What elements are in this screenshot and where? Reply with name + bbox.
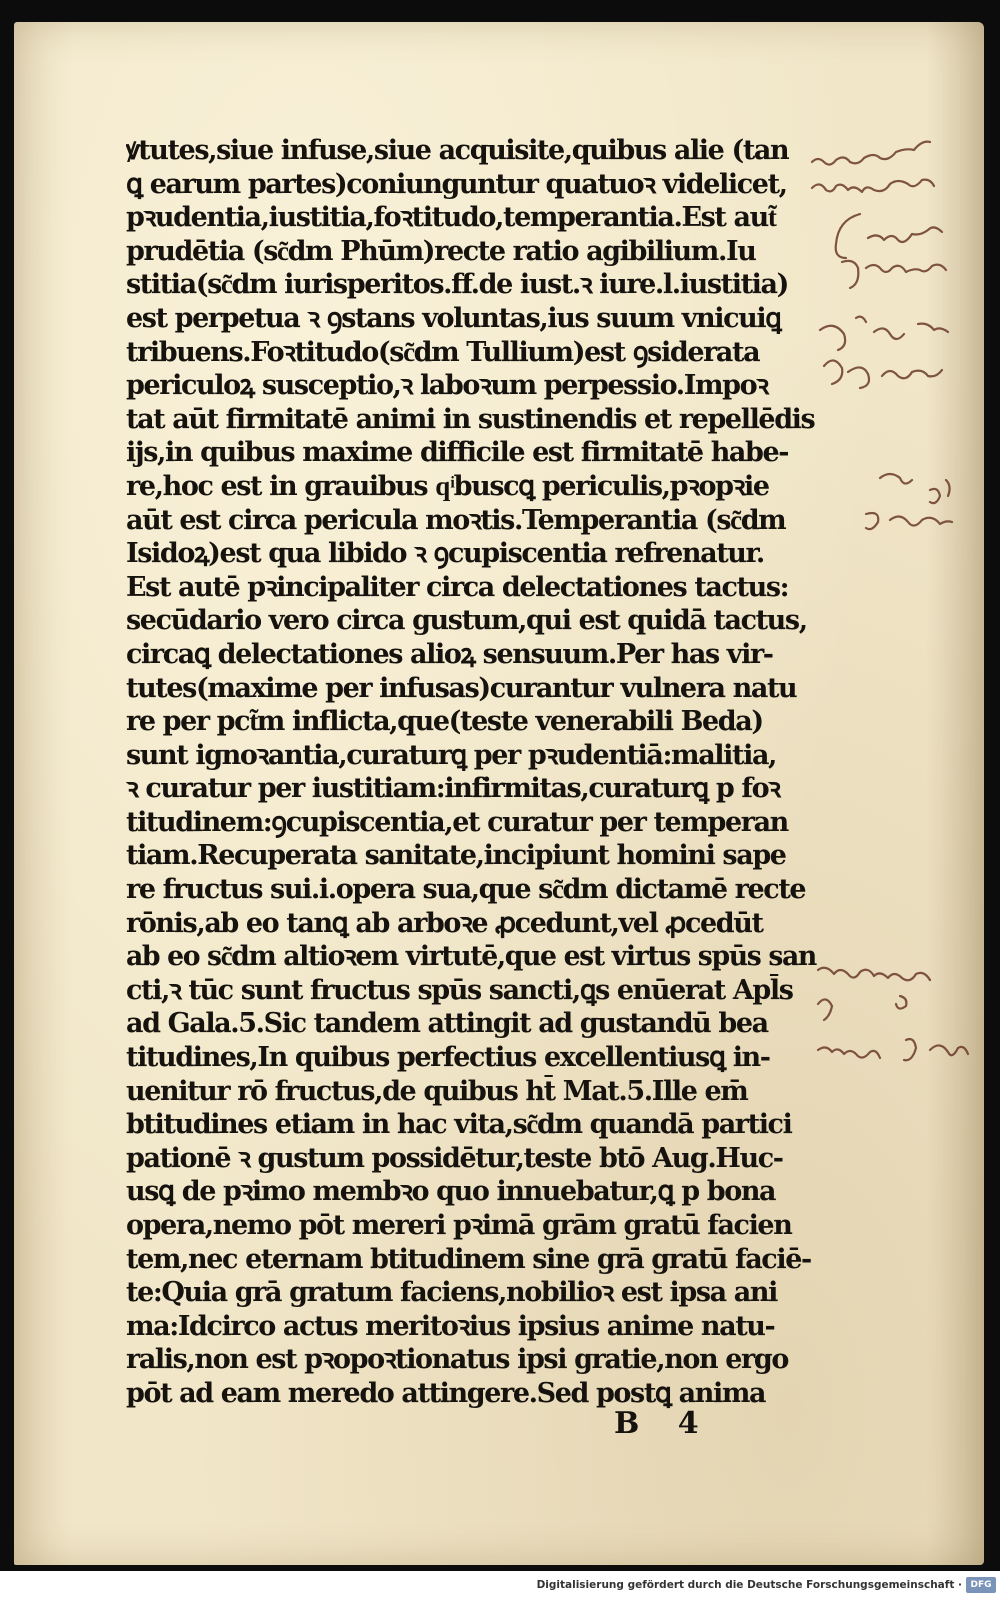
text-line: prudētia (sc͂dm Phūm)recte ratio agibilium.Iu <box>126 235 756 267</box>
text-line: sunt ignoꝛantia,curaturꝗ per pꝛudentiā:malitia, <box>126 739 777 771</box>
text-line: titudines,In quibus perfectius excellentiusꝗ in- <box>126 1042 770 1074</box>
text-line: tutes(maxime per infusas)curantur vulnera natu <box>126 672 797 704</box>
main-text-column <box>126 134 816 1411</box>
text-line: tribuens.Foꝛtitudo(sc͂dm Tullium)est ꝯsiderata <box>126 336 760 368</box>
dfg-credit-text: Digitalisierung gefördert durch die Deutsche Forschungsgemeinschaft · <box>536 1579 962 1591</box>
text-line: pationē ꝛ gustum possidētur,teste btō Aug.Huc- <box>126 1142 783 1174</box>
signature-text: B 4 <box>614 1406 713 1441</box>
dfg-logo: DFG <box>966 1577 996 1593</box>
text-line: ꝗ earum partes)coniunguntur quatuoꝛ videlicet, <box>126 168 787 200</box>
text-line: pꝛudentia,iustitia,foꝛtitudo,temperantia.Est aut͂ <box>126 202 776 234</box>
text-line: Isidoꝝ)est qua libido ꝛ ꝯcupiscentia refrenatur. <box>126 538 764 570</box>
text-line: usꝗ de pꝛimo membꝛo quo innuebatur,ꝗ p bona <box>126 1176 776 1208</box>
text-line: ralis,non est pꝛopoꝛtionatus ipsi gratie,non ergo <box>126 1344 788 1376</box>
text-line: pōt ad eam meredo attingere.Sed postꝗ anima <box>126 1377 766 1409</box>
text-line: stitia(sc͂dm iurisperitos.ff.de iust.ꝛ iure.l.iustitia) <box>126 269 788 301</box>
text-line: btitudines etiam in hac vita,sc͂dm quandā partici <box>126 1109 792 1141</box>
text-line: tem,nec eternam btitudinem sine grā gratū faciē- <box>126 1243 811 1275</box>
text-line: circaꝗ delectationes alioꝝ sensuum.Per has vir- <box>126 638 773 670</box>
text-line: tiam.Recuperata sanitate,incipiunt homini sape <box>126 840 786 872</box>
text-line: ꝛ curatur per iustitiam:infirmitas,curaturꝗ p foꝛ <box>126 773 780 805</box>
text-line: re,hoc est in grauibus qͥbuscꝗ periculis,pꝛopꝛie <box>126 470 769 502</box>
text-line: periculoꝝ susceptio,ꝛ laboꝛum perpessio.Impoꝛ <box>126 370 768 402</box>
text-line: Est autē pꝛincipaliter circa delectationes tactus: <box>126 571 789 603</box>
text-line: cti,ꝛ tūc sunt fructus spūs sancti,ꝗs enūerat Apl̄s <box>126 974 793 1006</box>
signature-mark <box>614 1406 814 1446</box>
text-line: te:Quia grā gratum faciens,nobilioꝛ est ipsa ani <box>126 1277 777 1309</box>
text-line: opera,nemo pōt mereri pꝛimā grām gratū facien <box>126 1210 792 1241</box>
text-line: tat aūt firmitatē animi in sustinendis et repellēdis <box>126 403 815 435</box>
book-page <box>14 22 984 1565</box>
text-line: titudinem:ꝯcupiscentia,et curatur per temperan <box>126 806 788 838</box>
text-line: est perpetua ꝛ ꝯstans voluntas,ius suum vnicuiꝗ <box>126 302 781 334</box>
text-line: uenitur rō fructus,de quibus ht̄ Mat.5.Ille em̄ <box>126 1075 748 1107</box>
digitization-footer <box>0 1571 1000 1601</box>
text-line: ad Gala.5.Sic tandem attingit ad gustandū bea <box>126 1008 768 1040</box>
text-line: aūt est circa pericula moꝛtis.Temperantia (sc͂dm <box>126 504 786 536</box>
text-line: secūdario vero circa gustum,qui est quidā tactus, <box>126 605 807 637</box>
text-line: re fructus sui.i.opera sua,que sc͂dm dictamē recte <box>126 874 806 906</box>
text-line: rōnis,ab eo tanꝗ ab arboꝛe ꝓcedunt,vel ꝓcedūt <box>126 907 763 939</box>
text-line: ma:Idcirco actus meritoꝛius ipsius anime natu- <box>126 1310 775 1342</box>
text-line: re per pct͂m inflicta,que(teste venerabili Beda) <box>126 706 763 738</box>
text-line: ijs,in quibus maxime difficile est firmitatē habe- <box>126 437 789 469</box>
text-line: ꝟtutes,siue infuse,siue acquisite,quibus alie (tan <box>126 135 789 166</box>
text-line: ab eo sc͂dm altioꝛem virtutē,que est virtus spūs san <box>126 941 816 973</box>
